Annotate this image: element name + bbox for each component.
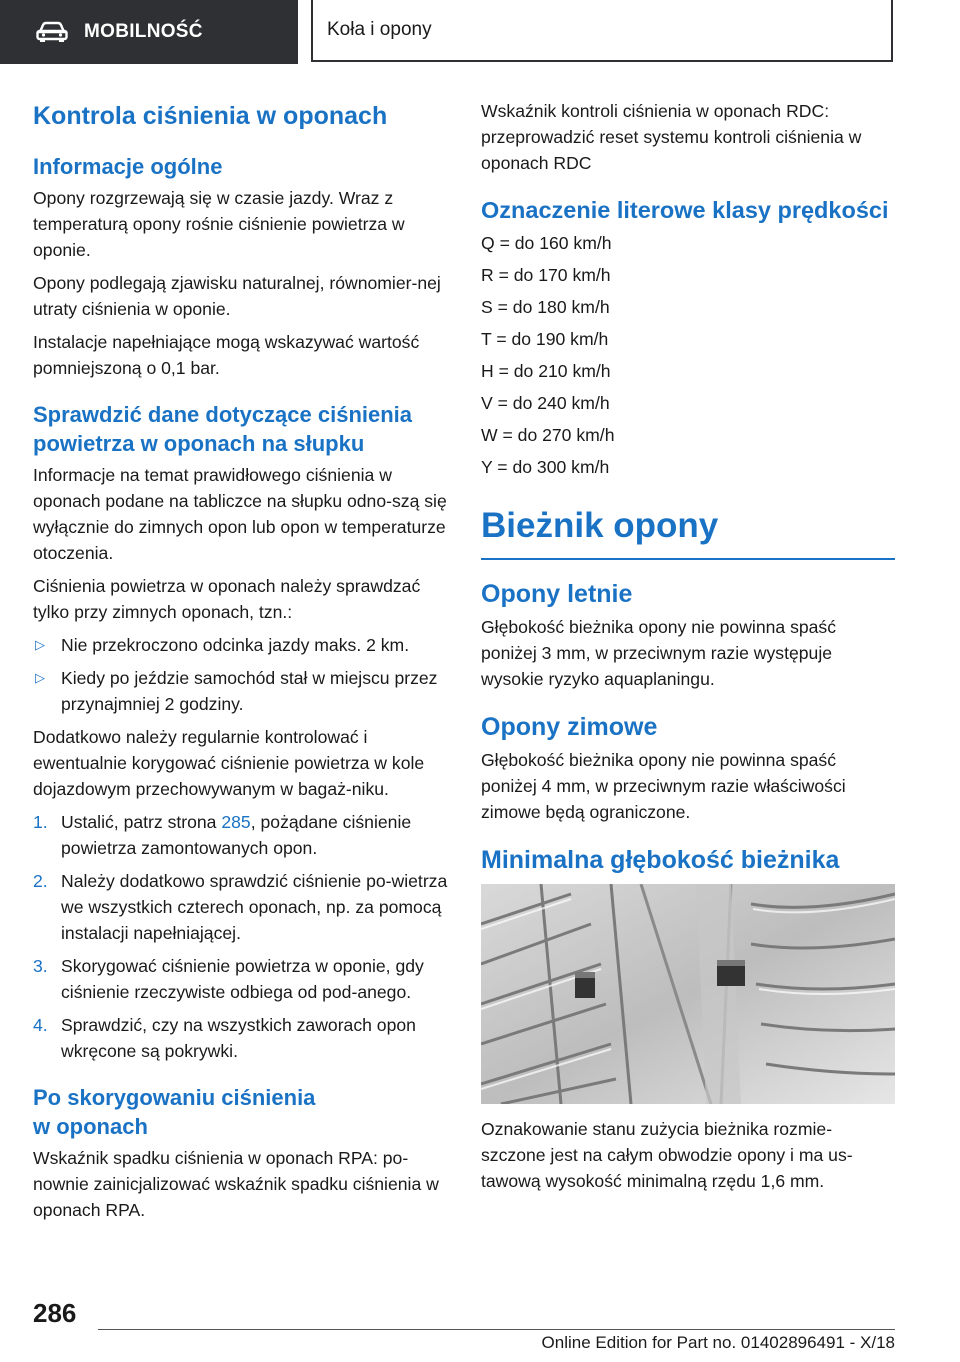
section-label: MOBILNOŚĆ	[84, 21, 203, 42]
paragraph: Głębokość bieżnika opony nie powinna spaść poniżej 3 mm, w przeciwnym razie występuje wysokie ryzyko aquaplaningu.	[481, 617, 837, 689]
image-caption: Oznakowanie stanu zużycia bieżnika rozmie‐szczone jest na całym obwodzie opony i ma us‐tawową wysokość minimalną rzędu 1,6 mm.	[481, 1119, 853, 1191]
chapter-title: Koła i opony	[311, 0, 893, 62]
paragraph: Wskaźnik kontroli ciśnienia w oponach RDC: przeprowadzić reset systemu kontroli ciśnienia w oponach RDC	[481, 101, 862, 173]
paragraph: Głębokość bieżnika opony nie powinna spaść poniżej 4 mm, w przeciwnym razie właściwości zimowe będą ograniczone.	[481, 750, 846, 822]
list-item	[33, 1012, 451, 1064]
paragraph: Ciśnienia powietrza w oponach należy sprawdzać tylko przy zimnych oponach, tzn.:	[33, 576, 421, 622]
right-column	[481, 98, 895, 1201]
speed-class-item: Y = do 300 km/h	[481, 457, 610, 477]
step-number: 3.	[33, 956, 48, 976]
paragraph: Dodatkowo należy regularnie kontrolować i ewentualnie korygować ciśnienie powietrza w kole dojazdowym przechowywanym w bagaż‐niku.	[33, 727, 425, 799]
paragraph: Wskaźnik spadku ciśnienia w oponach RPA: po‐nownie zainicjalizować wskaźnik spadku ciśnienia w oponach RPA.	[33, 1148, 439, 1220]
car-icon	[36, 21, 68, 43]
speed-class-item: T = do 190 km/h	[481, 329, 609, 349]
page-link[interactable]: 285	[221, 812, 251, 832]
step-text: Ustalić, patrz strona	[61, 812, 222, 832]
list-item	[33, 953, 451, 1005]
heading-check-pillar-data: Sprawdzić dane dotyczące ciśnienia powietrza w oponach na słupku	[33, 402, 413, 456]
speed-class-item: W = do 270 km/h	[481, 425, 615, 445]
bullet-list	[33, 632, 451, 717]
heading-winter-tires: Opony zimowe	[481, 713, 658, 741]
triangle-bullet-icon: ▷	[35, 670, 45, 685]
triangle-bullet-icon: ▷	[35, 637, 45, 652]
speed-class-list	[481, 230, 895, 480]
heading-tire-tread: Bieżnik opony	[481, 504, 895, 560]
paragraph: Instalacje napełniające mogą wskazywać wartość pomniejszoną o 0,1 bar.	[33, 332, 420, 378]
footer-edition: Online Edition for Part no. 01402896491 - X/18	[541, 1333, 895, 1352]
tire-tread-image	[481, 884, 895, 1104]
heading-summer-tires: Opony letnie	[481, 580, 633, 608]
list-item-text: Nie przekroczono odcinka jazdy maks. 2 km.	[61, 635, 410, 655]
step-text: , pożądane ciśnienie powietrza zamontowanych opon.	[61, 812, 412, 858]
step-text: Sprawdzić, czy na wszystkich zaworach opon wkręcone są pokrywki.	[61, 1015, 416, 1061]
heading-min-tread-depth: Minimalna głębokość bieżnika	[481, 846, 840, 874]
footer-divider	[98, 1329, 895, 1330]
heading-general-info: Informacje ogólne	[33, 154, 223, 179]
heading-speed-class: Oznaczenie literowe klasy prędkości	[481, 197, 889, 223]
list-item	[33, 809, 451, 861]
list-item-text: Kiedy po jeździe samochód stał w miejscu przez przynajmniej 2 godziny.	[61, 668, 438, 714]
speed-class-item: H = do 210 km/h	[481, 361, 611, 381]
step-text: Skorygować ciśnienie powietrza w oponie, gdy ciśnienie rzeczywiste odbiega od pod‐anego.	[61, 956, 424, 1002]
page-number: 286	[33, 1298, 77, 1328]
list-item	[33, 632, 451, 658]
section-tab[interactable]	[0, 0, 298, 64]
left-column	[33, 100, 451, 1230]
paragraph: Informacje na temat prawidłowego ciśnienia w oponach podane na tabliczce na słupku odno‐szą się wyłącznie do zimnych opon lub opon w temperaturze otoczenia.	[33, 465, 447, 563]
step-text: Należy dodatkowo sprawdzić ciśnienie po‐wietrza we wszystkich czterech oponach, np. za pomocą instalacji napełniającej.	[61, 871, 448, 943]
speed-class-item: Q = do 160 km/h	[481, 233, 612, 253]
step-number: 2.	[33, 871, 48, 891]
speed-class-item: V = do 240 km/h	[481, 393, 610, 413]
list-item	[33, 868, 451, 946]
step-number: 4.	[33, 1015, 48, 1035]
numbered-list	[33, 809, 451, 1064]
speed-class-item: R = do 170 km/h	[481, 265, 611, 285]
heading-after-correction: Po skorygowaniu ciśnienia w oponach	[33, 1085, 316, 1139]
speed-class-item: S = do 180 km/h	[481, 297, 610, 317]
step-number: 1.	[33, 812, 48, 832]
list-item	[33, 665, 451, 717]
paragraph: Opony rozgrzewają się w czasie jazdy. Wraz z temperaturą opony rośnie ciśnienie powietrza w oponie.	[33, 188, 405, 260]
heading-tire-pressure-control: Kontrola ciśnienia w oponach	[33, 102, 388, 130]
paragraph: Opony podlegają zjawisku naturalnej, równomier‐nej utraty ciśnienia w oponie.	[33, 273, 441, 319]
